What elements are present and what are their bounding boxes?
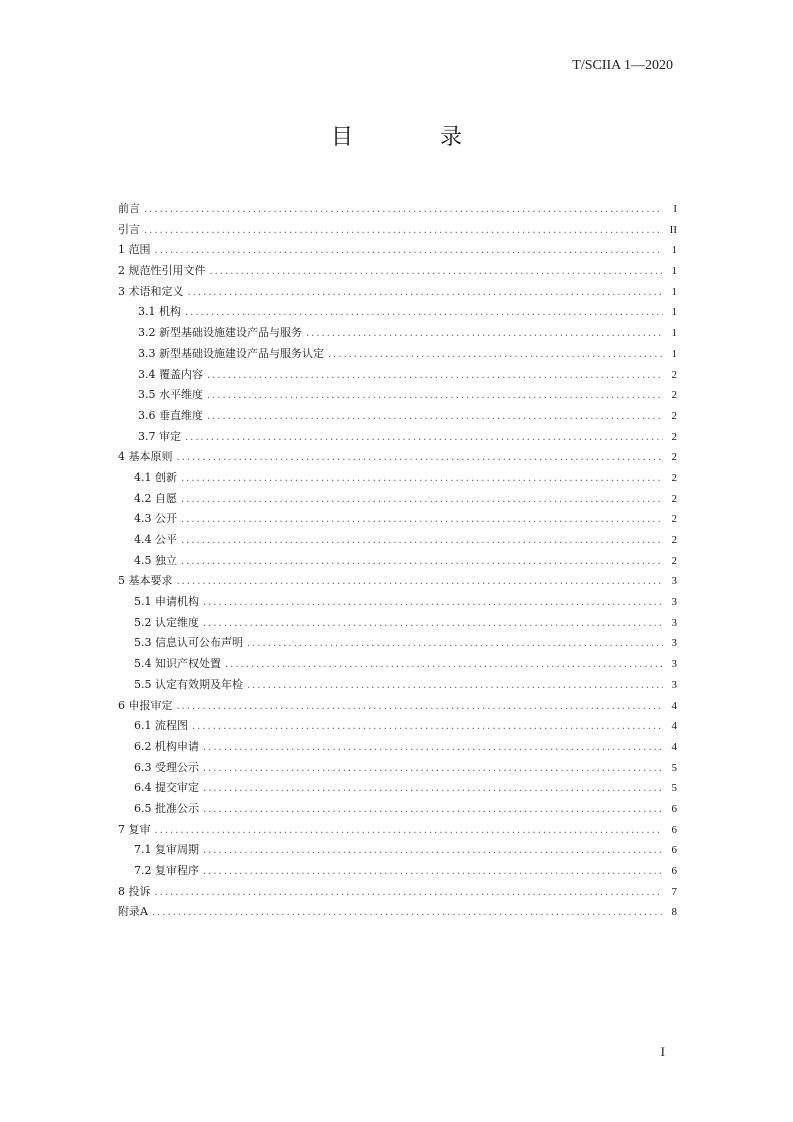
toc-entry[interactable]: [118, 571, 677, 592]
toc-entry-page: 3: [671, 658, 677, 671]
toc-entry-page: 2: [671, 492, 677, 505]
toc-leader-dots: [247, 676, 663, 697]
toc-entry-label: 3.6 垂直维度: [138, 408, 203, 422]
table-of-contents: [118, 199, 677, 923]
toc-entry[interactable]: [118, 323, 677, 344]
toc-entry[interactable]: [118, 592, 677, 613]
toc-entry-page: 3: [671, 596, 677, 609]
toc-entry-page: 2: [671, 368, 677, 381]
toc-leader-dots: [144, 200, 663, 221]
toc-entry-page: 3: [671, 678, 677, 691]
toc-entry-label: 3 术语和定义: [118, 284, 184, 298]
toc-entry[interactable]: [118, 737, 677, 758]
toc-entry[interactable]: [118, 447, 677, 468]
toc-entry-page: 2: [671, 471, 677, 484]
toc-entry-page: 2: [671, 534, 677, 546]
toc-entry-page: 5: [671, 782, 677, 795]
toc-entry-page: 2: [671, 554, 677, 567]
toc-leader-dots: [203, 593, 663, 614]
toc-entry[interactable]: [118, 199, 677, 220]
toc-entry[interactable]: [118, 406, 677, 427]
toc-entry-page: 1: [671, 285, 677, 298]
toc-entry[interactable]: [118, 468, 677, 489]
toc-leader-dots: [185, 428, 663, 449]
toc-entry-label: 6 申报审定: [118, 698, 173, 712]
toc-leader-dots: [181, 490, 663, 511]
toc-entry-label: 3.2 新型基础设施建设产品与服务: [138, 326, 302, 340]
toc-entry[interactable]: [118, 385, 677, 406]
toc-entry[interactable]: [118, 716, 677, 737]
toc-entry-label: 1 范围: [118, 243, 151, 257]
toc-entry[interactable]: [118, 261, 677, 282]
toc-leader-dots: [152, 903, 663, 924]
toc-entry-label: 3.7 审定: [138, 429, 181, 443]
toc-entry-page: 1: [671, 306, 677, 319]
toc-entry[interactable]: [118, 696, 677, 717]
toc-entry-page: 1: [671, 347, 677, 360]
toc-entry-page: 4: [671, 740, 677, 753]
toc-leader-dots: [203, 779, 663, 800]
toc-leader-dots: [181, 469, 663, 490]
toc-leader-dots: [207, 407, 663, 428]
toc-entry-page: 3: [671, 616, 677, 629]
toc-entry-label: 5.4 知识产权处置: [134, 657, 221, 671]
toc-entry[interactable]: [118, 861, 677, 882]
toc-leader-dots: [181, 510, 663, 531]
toc-entry[interactable]: [118, 302, 677, 323]
toc-entry-page: 2: [671, 430, 677, 443]
toc-entry-page: 7: [671, 885, 677, 898]
toc-entry-label: 5 基本要求: [118, 574, 173, 588]
toc-entry-label: 3.3 新型基础设施建设产品与服务认定: [138, 346, 324, 360]
toc-leader-dots: [177, 448, 664, 469]
toc-entry-label: 6.2 机构申请: [134, 739, 199, 753]
toc-leader-dots: [185, 303, 663, 324]
toc-entry-label: 3.1 机构: [138, 305, 181, 319]
toc-entry-label: 5.3 信息认可公布声明: [134, 636, 243, 650]
toc-entry-label: 引言: [118, 222, 140, 236]
toc-entry-label: 前言: [118, 202, 140, 215]
toc-entry-label: 5.1 申请机构: [134, 595, 199, 609]
toc-entry[interactable]: [118, 489, 677, 510]
document-code: T/SCIIA 1—2020: [572, 58, 673, 73]
toc-entry-label: 4.5 独立: [134, 553, 177, 567]
toc-entry-page: 6: [671, 844, 677, 857]
toc-entry-page: 1: [671, 265, 677, 278]
toc-leader-dots: [203, 862, 663, 883]
toc-leader-dots: [203, 614, 663, 635]
toc-entry-label: 5.2 认定维度: [134, 615, 199, 629]
toc-entry-page: 2: [671, 389, 677, 402]
toc-entry-page: 2: [671, 451, 677, 464]
toc-entry[interactable]: [118, 240, 677, 261]
toc-entry[interactable]: [118, 344, 677, 365]
toc-entry[interactable]: [118, 840, 677, 861]
toc-entry[interactable]: [118, 220, 677, 241]
toc-entry-label: 5.5 认定有效期及年检: [134, 677, 243, 691]
toc-entry-label: 7.2 复审程序: [134, 864, 199, 877]
toc-leader-dots: [247, 634, 663, 655]
toc-entry-label: 4.3 公开: [134, 512, 177, 526]
toc-entry-label: 6.1 流程图: [134, 719, 188, 733]
toc-leader-dots: [306, 324, 663, 345]
toc-entry-page: 6: [671, 823, 677, 836]
toc-entry-page: 8: [671, 906, 677, 919]
page-title: 目 录: [331, 125, 502, 150]
toc-entry-label: 4.4 公平: [134, 533, 177, 546]
toc-entry-label: 2 规范性引用文件: [118, 264, 206, 278]
toc-entry-page: I: [673, 203, 677, 215]
toc-entry[interactable]: [118, 799, 677, 820]
toc-leader-dots: [328, 345, 663, 366]
toc-leader-dots: [181, 552, 663, 573]
toc-entry-label: 4.2 自愿: [134, 491, 177, 505]
toc-entry[interactable]: [118, 633, 677, 654]
toc-entry-page: 1: [671, 244, 677, 257]
toc-leader-dots: [203, 738, 663, 759]
toc-entry-page: 5: [671, 761, 677, 774]
toc-entry-page: 1: [671, 327, 677, 340]
toc-entry-page: 6: [671, 865, 677, 877]
toc-entry-label: 7.1 复审周期: [134, 843, 199, 857]
toc-leader-dots: [188, 283, 664, 304]
toc-entry-label: 7 复审: [118, 822, 151, 836]
toc-leader-dots: [144, 221, 663, 242]
toc-entry-label: 4 基本原则: [118, 450, 173, 464]
toc-entry[interactable]: [118, 654, 677, 675]
toc-entry[interactable]: [118, 530, 677, 551]
toc-leader-dots: [203, 800, 663, 821]
toc-leader-dots: [155, 821, 664, 842]
toc-leader-dots: [192, 717, 663, 738]
toc-leader-dots: [177, 572, 664, 593]
toc-leader-dots: [210, 262, 664, 283]
toc-leader-dots: [203, 759, 663, 780]
toc-entry[interactable]: [118, 365, 677, 386]
toc-entry[interactable]: [118, 758, 677, 779]
toc-entry-label: 3.5 水平维度: [138, 388, 203, 402]
toc-entry[interactable]: [118, 509, 677, 530]
toc-entry-page: 3: [671, 575, 677, 588]
toc-entry-label: 3.4 覆盖内容: [138, 367, 203, 381]
toc-leader-dots: [155, 883, 664, 904]
toc-leader-dots: [181, 531, 663, 552]
toc-entry[interactable]: [118, 820, 677, 841]
toc-entry[interactable]: [118, 551, 677, 572]
toc-leader-dots: [207, 386, 663, 407]
toc-entry-page: 3: [671, 637, 677, 650]
toc-entry-label: 6.5 批准公示: [134, 801, 199, 815]
toc-entry-page: II: [669, 223, 677, 236]
toc-entry[interactable]: [118, 282, 677, 303]
toc-entry[interactable]: [118, 675, 677, 696]
toc-entry[interactable]: [118, 778, 677, 799]
toc-entry-label: 8 投诉: [118, 884, 151, 898]
toc-entry[interactable]: [118, 427, 677, 448]
toc-entry-label: 6.3 受理公示: [134, 760, 199, 774]
toc-entry-page: 2: [671, 409, 677, 422]
toc-leader-dots: [225, 655, 663, 676]
toc-entry-page: 4: [671, 720, 677, 733]
toc-entry[interactable]: [118, 613, 677, 634]
toc-leader-dots: [155, 241, 664, 262]
page-number: I: [660, 1044, 665, 1059]
toc-entry[interactable]: [118, 902, 677, 923]
toc-entry-page: 2: [671, 513, 677, 526]
toc-leader-dots: [177, 697, 664, 718]
toc-entry-page: 4: [671, 699, 677, 712]
toc-entry-label: 4.1 创新: [134, 470, 177, 484]
toc-entry-page: 6: [671, 802, 677, 815]
toc-leader-dots: [203, 841, 663, 862]
toc-entry-label: 附录A: [118, 905, 148, 919]
toc-entry[interactable]: [118, 882, 677, 903]
toc-leader-dots: [207, 366, 663, 387]
toc-entry-label: 6.4 提交审定: [134, 781, 199, 795]
